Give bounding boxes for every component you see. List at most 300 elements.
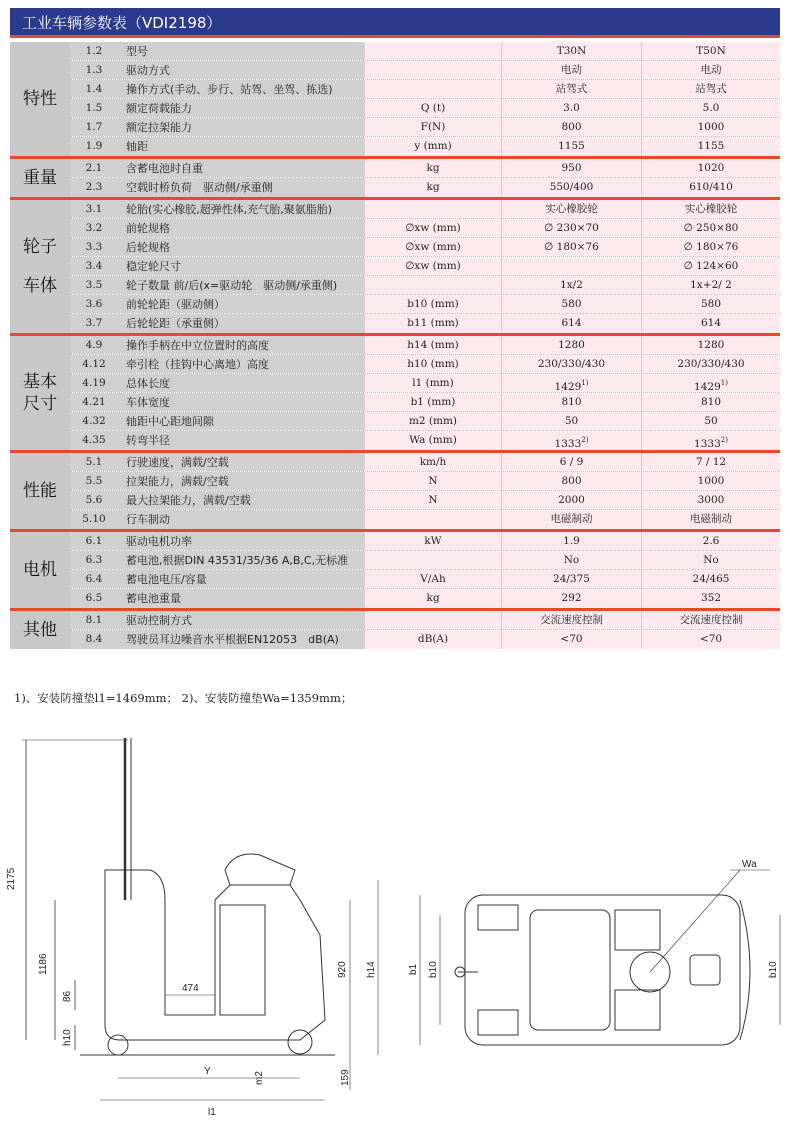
spec-group [10, 333, 780, 450]
cell-text: 6.5 [85, 592, 103, 604]
cell-v1 [501, 118, 641, 136]
technical-drawings [0, 710, 790, 1123]
cell-unit [364, 630, 501, 649]
group-label [10, 336, 70, 450]
table-row [70, 374, 780, 393]
cell-name [118, 551, 364, 569]
cell-text: 3.0 [563, 102, 580, 114]
group-label [10, 532, 70, 608]
cell-v2 [641, 336, 780, 354]
footnote-ref: 1) [581, 379, 589, 387]
cell-text: 3.6 [85, 298, 103, 310]
cell-v1 [501, 200, 641, 218]
cell-text: 3000 [697, 494, 725, 506]
cell-v2 [641, 510, 780, 529]
cell-text: h10 (mm) [407, 358, 459, 370]
cell-num [70, 118, 118, 136]
cell-text: 5.1 [85, 456, 103, 468]
cell-text: 5.10 [82, 513, 106, 525]
cell-text: y (mm) [414, 140, 452, 152]
cell-num [70, 611, 118, 629]
dim-b10: b10 [428, 961, 439, 978]
table-row [70, 276, 780, 295]
cell-unit [364, 491, 501, 509]
cell-text: 4.21 [82, 396, 106, 408]
cell-text: 前轮轮距（驱动侧） [126, 298, 225, 311]
cell-text: 5.0 [702, 102, 720, 114]
cell-num [70, 431, 118, 450]
group-label-line: 轮子 [23, 237, 57, 258]
cell-name [118, 393, 364, 411]
cell-num [70, 276, 118, 294]
spec-group [10, 608, 780, 649]
cell-text: 230/330/430 [537, 358, 606, 370]
cell-text: 轮子数量 前/后(x=驱动轮 驱动侧/承重侧) [126, 279, 338, 292]
cell-text: 2.3 [85, 181, 103, 193]
cell-name [118, 200, 364, 218]
cell-v2 [641, 630, 780, 649]
cell-name [118, 137, 364, 156]
cell-text: kW [424, 535, 442, 547]
cell-v1 [501, 314, 641, 333]
cell-num [70, 99, 118, 117]
cell-text: b10 (mm) [407, 298, 459, 310]
dim-h14: h14 [366, 961, 377, 978]
table-row [70, 42, 780, 61]
cell-text: kg [426, 181, 440, 193]
table-row [70, 453, 780, 472]
cell-text: 蓄电池重量 [126, 592, 181, 605]
cell-v1 [501, 611, 641, 629]
cell-unit [364, 453, 501, 471]
cell-name [118, 219, 364, 237]
table-row [70, 510, 780, 529]
cell-text: 614 [561, 317, 582, 329]
cell-text: 7 / 12 [695, 456, 727, 468]
cell-num [70, 61, 118, 79]
cell-unit [364, 137, 501, 156]
cell-name [118, 491, 364, 509]
dim-920: 920 [337, 961, 348, 978]
cell-v1 [501, 431, 641, 450]
dim-m2: m2 [254, 1071, 265, 1085]
cell-text: 1.2 [85, 45, 103, 57]
cell-text: 1155 [697, 140, 725, 152]
cell-text: 4.32 [82, 415, 106, 427]
cell-name [118, 257, 364, 275]
cell-text: 8.1 [85, 614, 103, 626]
cell-unit [364, 336, 501, 354]
table-row [70, 355, 780, 374]
dim-y: Y [204, 1066, 211, 1077]
cell-text: 拉架能力，满载/空载 [126, 475, 229, 488]
cell-v1 [501, 393, 641, 411]
cell-text: ∅xw (mm) [405, 260, 461, 272]
cell-text: No [563, 554, 580, 566]
cell-text: 4.19 [82, 377, 106, 389]
cell-num [70, 393, 118, 411]
cell-text: <70 [699, 633, 723, 645]
table-row [70, 491, 780, 510]
cell-text: l1 (mm) [412, 377, 454, 389]
group-label-line: 基本 [23, 371, 57, 392]
cell-text: ∅xw (mm) [405, 241, 461, 253]
cell-v1 [501, 178, 641, 197]
table-row [70, 99, 780, 118]
cell-v2 [641, 118, 780, 136]
cell-num [70, 178, 118, 197]
cell-unit [364, 99, 501, 117]
cell-v2 [641, 393, 780, 411]
cell-unit [364, 257, 501, 275]
table-row [70, 61, 780, 80]
cell-text: 6 / 9 [559, 456, 584, 468]
cell-v1 [501, 453, 641, 471]
cell-v1 [501, 257, 641, 275]
cell-v2 [641, 159, 780, 177]
cell-unit [364, 431, 501, 450]
cell-v1 [501, 374, 641, 392]
cell-v2 [641, 491, 780, 509]
cell-text: 牵引栓（挂钩中心离地）高度 [126, 358, 269, 371]
table-row [70, 200, 780, 219]
cell-text: 230/330/430 [677, 358, 745, 370]
cell-unit [364, 532, 501, 550]
table-row [70, 551, 780, 570]
cell-v2 [641, 178, 780, 197]
cell-unit [364, 355, 501, 373]
cell-num [70, 532, 118, 550]
cell-text: 950 [561, 162, 582, 174]
cell-name [118, 630, 364, 649]
cell-text: 站驾式 [555, 83, 588, 95]
cell-unit [364, 159, 501, 177]
cell-num [70, 510, 118, 529]
cell-v2 [641, 238, 780, 256]
cell-text: 总体长度 [126, 377, 170, 390]
spec-table [10, 42, 780, 649]
cell-text: 交流速度控制 [679, 614, 743, 626]
cell-text: 驱动电机功率 [126, 535, 192, 548]
cell-v2 [641, 99, 780, 117]
table-row [70, 431, 780, 450]
table-row [70, 393, 780, 412]
cell-text: h14 (mm) [407, 339, 459, 351]
cell-v2 [641, 276, 780, 294]
dim-159: 159 [340, 1069, 351, 1086]
cell-text: 后轮规格 [126, 241, 170, 254]
cell-text: 1.9 [563, 535, 580, 547]
cell-text: 550/400 [549, 181, 594, 193]
cell-text: ∅xw (mm) [405, 222, 461, 234]
cell-v1 [501, 219, 641, 237]
dim-b10-right: b10 [768, 961, 779, 978]
cell-num [70, 42, 118, 60]
cell-text: 580 [700, 298, 722, 310]
cell-text: T30N [556, 45, 587, 57]
cell-v2 [641, 431, 780, 450]
group-label-line: 其他 [23, 619, 57, 640]
cell-text: kg [426, 592, 440, 604]
cell-unit [364, 570, 501, 588]
table-row [70, 238, 780, 257]
cell-unit [364, 510, 501, 529]
table-row [70, 219, 780, 238]
cell-text: 交流速度控制 [540, 614, 603, 626]
cell-v2 [641, 611, 780, 629]
cell-text: 驾驶员耳边噪音水平根据EN12053 dB(A) [126, 633, 339, 646]
cell-text: Wa (mm) [409, 434, 457, 446]
cell-num [70, 491, 118, 509]
cell-name [118, 453, 364, 471]
cell-text: <70 [560, 633, 583, 645]
cell-name [118, 355, 364, 373]
cell-name [118, 374, 364, 392]
cell-name [118, 276, 364, 294]
cell-v2 [641, 374, 780, 392]
cell-text: 最大拉架能力，满载/空载 [126, 494, 251, 507]
cell-text: 蓄电池电压/容量 [126, 573, 207, 586]
cell-text: 614 [700, 317, 722, 329]
cell-unit [364, 551, 501, 569]
footnote-ref: 1) [720, 379, 728, 387]
dim-h10: h10 [62, 1029, 73, 1046]
cell-unit [364, 589, 501, 608]
cell-name [118, 61, 364, 79]
cell-text: 1280 [558, 339, 585, 351]
cell-unit [364, 118, 501, 136]
cell-v1 [501, 589, 641, 608]
cell-text: 电动 [561, 64, 582, 76]
cell-text: 352 [700, 592, 722, 604]
cell-text: 5.6 [85, 494, 103, 506]
cell-text: No [703, 554, 719, 566]
cell-text: 1000 [697, 475, 725, 487]
table-row [70, 257, 780, 276]
cell-v1 [501, 295, 641, 313]
cell-text: 1.3 [85, 64, 103, 76]
cell-text: 蓄电池,根据DIN 43531/35/36 A,B,C,无标准 [126, 554, 349, 567]
cell-text: ∅ 180×76 [683, 241, 739, 253]
cell-text: 驱动方式 [126, 64, 170, 77]
cell-text: 1000 [697, 121, 725, 133]
cell-num [70, 314, 118, 333]
cell-name [118, 178, 364, 197]
cell-text: 轴距中心距地间隙 [126, 415, 214, 428]
cell-v2 [641, 42, 780, 60]
cell-text: 空载时桥负荷 驱动侧/承重侧 [126, 181, 273, 194]
table-row [70, 159, 780, 178]
cell-v1 [501, 510, 641, 529]
group-label-line: 重量 [23, 167, 57, 188]
group-label-line: 车体 [23, 275, 57, 296]
cell-num [70, 137, 118, 156]
cell-unit [364, 61, 501, 79]
cell-unit [364, 42, 501, 60]
footnote-ref: 2) [720, 436, 728, 444]
cell-v1 [501, 276, 641, 294]
cell-text: 810 [700, 396, 722, 408]
side-view-drawing [22, 738, 378, 1100]
table-row [70, 472, 780, 491]
cell-name [118, 99, 364, 117]
cell-text: 6.1 [85, 535, 103, 547]
cell-text: b1 (mm) [410, 396, 456, 408]
group-label [10, 159, 70, 197]
cell-text: 额定荷载能力 [126, 102, 192, 115]
cell-text: 2.6 [702, 535, 720, 547]
footnote-ref: 2) [581, 436, 589, 444]
cell-text: 2.1 [85, 162, 103, 174]
cell-text: 操作手柄在中立位置时的高度 [126, 339, 269, 352]
cell-v2 [641, 453, 780, 471]
spec-group [10, 529, 780, 608]
cell-v2 [641, 412, 780, 430]
cell-num [70, 374, 118, 392]
cell-num [70, 159, 118, 177]
cell-text: 800 [561, 475, 582, 487]
table-row [70, 118, 780, 137]
cell-text: 4.12 [82, 358, 106, 370]
cell-text: 2000 [558, 494, 585, 506]
page-title: 工业车辆参数表（VDI2198） [10, 8, 780, 38]
cell-v2 [641, 295, 780, 313]
cell-v1 [501, 412, 641, 430]
cell-v2 [641, 355, 780, 373]
cell-num [70, 200, 118, 218]
cell-v2 [641, 257, 780, 275]
table-row [70, 589, 780, 608]
cell-text: 轮胎(实心橡胶,超弹性体,充气胎,聚氨脂胎) [126, 203, 333, 216]
cell-text: 3.4 [85, 260, 103, 272]
cell-name [118, 118, 364, 136]
cell-text: 24/375 [553, 573, 590, 585]
cell-v2 [641, 532, 780, 550]
cell-text: 行驶速度，满载/空载 [126, 456, 229, 469]
table-row [70, 630, 780, 649]
cell-text: 3.7 [85, 317, 103, 329]
cell-v2 [641, 589, 780, 608]
table-row [70, 570, 780, 589]
cell-unit [364, 80, 501, 98]
cell-name [118, 611, 364, 629]
spec-group [10, 197, 780, 333]
cell-num [70, 589, 118, 608]
cell-text: F(N) [420, 121, 446, 133]
cell-unit [364, 412, 501, 430]
cell-text: 型号 [126, 45, 148, 58]
group-label [10, 200, 70, 333]
cell-num [70, 472, 118, 490]
dim-wa: Wa [742, 859, 757, 870]
cell-text: 驱动控制方式 [126, 614, 192, 627]
cell-name [118, 80, 364, 98]
cell-v1 [501, 137, 641, 156]
cell-name [118, 42, 364, 60]
cell-text: ∅ 180×76 [544, 241, 599, 253]
cell-text: 电动 [700, 64, 722, 76]
cell-v1 [501, 99, 641, 117]
dim-b1: b1 [408, 963, 419, 975]
cell-text: 额定拉架能力 [126, 121, 192, 134]
cell-num [70, 295, 118, 313]
cell-num [70, 570, 118, 588]
cell-v1 [501, 570, 641, 588]
cell-v2 [641, 80, 780, 98]
cell-v1 [501, 42, 641, 60]
table-row [70, 137, 780, 156]
cell-text: 1x/2 [560, 279, 583, 291]
cell-text: 1.4 [85, 83, 103, 95]
cell-text: 4.9 [85, 339, 103, 351]
cell-unit [364, 374, 501, 392]
cell-v1 [501, 491, 641, 509]
cell-v1 [501, 532, 641, 550]
cell-unit [364, 393, 501, 411]
cell-unit [364, 611, 501, 629]
table-row [70, 611, 780, 630]
group-label [10, 453, 70, 529]
cell-num [70, 551, 118, 569]
cell-num [70, 453, 118, 471]
cell-text: 1.5 [85, 102, 103, 114]
cell-text: 50 [704, 415, 718, 427]
cell-name [118, 589, 364, 608]
cell-name [118, 336, 364, 354]
cell-text: 1155 [558, 140, 585, 152]
cell-text: 610/410 [689, 181, 733, 193]
cell-v2 [641, 472, 780, 490]
cell-v2 [641, 570, 780, 588]
dim-474: 474 [182, 983, 199, 994]
cell-text: 50 [564, 415, 579, 427]
cell-name [118, 472, 364, 490]
top-view-drawing [420, 870, 780, 1045]
dim-1186: 1186 [38, 953, 49, 975]
cell-v1 [501, 80, 641, 98]
cell-v2 [641, 219, 780, 237]
cell-text: 1020 [697, 162, 725, 174]
cell-v1 [501, 238, 641, 256]
cell-text: Q (t) [420, 102, 446, 114]
cell-num [70, 336, 118, 354]
footnote: 1)、安装防撞垫l1=1469mm； 2)、安装防撞垫Wa=1359mm； [14, 691, 353, 705]
table-row [70, 178, 780, 197]
cell-text: 1429 [554, 381, 582, 393]
cell-v1 [501, 630, 641, 649]
cell-unit [364, 219, 501, 237]
cell-text: 5.5 [85, 475, 103, 487]
cell-text: 1.9 [85, 140, 103, 152]
table-row [70, 295, 780, 314]
cell-text: 1333 [694, 438, 721, 450]
table-row [70, 314, 780, 333]
cell-text: 稳定轮尺寸 [126, 260, 181, 273]
group-label-line: 性能 [23, 480, 57, 501]
cell-text: ∅ 124×60 [683, 260, 739, 272]
cell-v1 [501, 355, 641, 373]
cell-text: T50N [696, 45, 726, 57]
cell-unit [364, 238, 501, 256]
group-label-line: 尺寸 [23, 394, 57, 414]
cell-text: 810 [561, 396, 582, 408]
cell-unit [364, 200, 501, 218]
cell-text: m2 (mm) [408, 415, 458, 427]
cell-text: 6.3 [85, 554, 103, 566]
cell-text: 车体宽度 [126, 396, 170, 409]
cell-text: b11 (mm) [407, 317, 459, 329]
cell-num [70, 630, 118, 649]
